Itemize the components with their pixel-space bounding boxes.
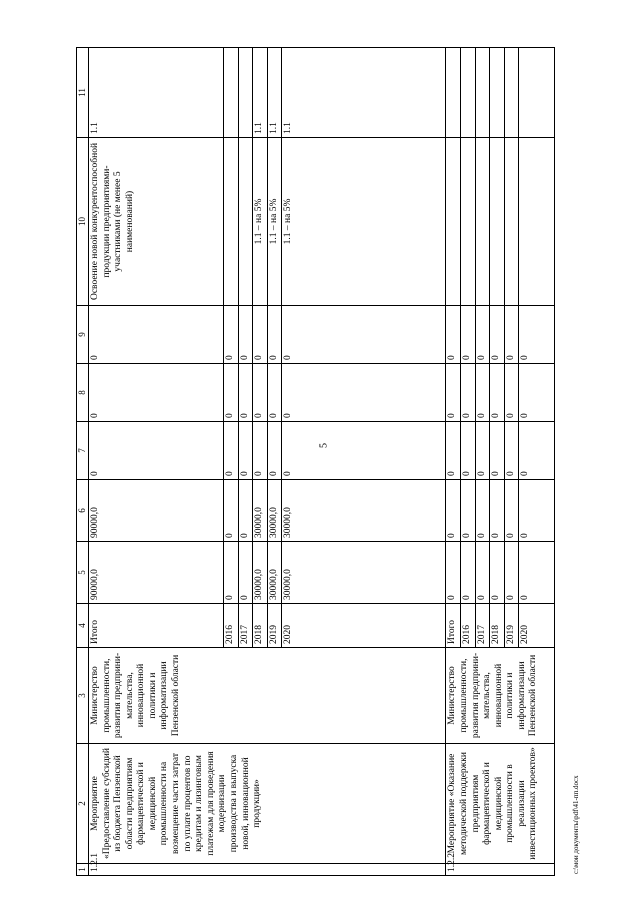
value-cell: 30000,0 [282,480,296,542]
empty-cell [296,422,446,480]
value-cell: 0 [282,306,296,364]
executor: Министерство промышленности, развития предприни-мательства, инновационной политики и информатизации Пензенской области [446,648,555,744]
value-cell: 0 [446,422,461,480]
value-cell: 0 [238,364,253,422]
year-cell: 2019 [267,604,282,648]
indicator-cell: 1.1 [253,48,268,138]
result-cell [519,138,533,306]
value-cell: 0 [446,364,461,422]
value-cell: 0 [267,306,282,364]
header-row [77,48,89,876]
col-header: 10 [77,138,89,306]
value-cell: 0 [89,306,224,364]
year-cell: 2018 [490,604,505,648]
result-cell: 1.1 – на 5% [282,138,296,306]
value-cell: 0 [446,306,461,364]
empty-cell [533,542,555,604]
value-cell: 0 [475,542,490,604]
indicator-cell: 1.1 [89,48,224,138]
value-cell: 0 [282,422,296,480]
value-cell: 0 [282,364,296,422]
year-cell: 2020 [519,604,533,648]
result-cell [224,138,239,306]
rotated-table-wrapper [76,48,602,876]
executor: Министерство промышленности, развития предприни-мательства, инновационной политики и информатизации Пензенской области [89,648,446,744]
value-cell: 0 [490,306,505,364]
indicator-cell [519,48,533,138]
value-cell: 0 [475,364,490,422]
value-cell: 0 [446,480,461,542]
value-cell: 0 [504,364,519,422]
value-cell: 0 [519,306,533,364]
year-cell: 2016 [224,604,239,648]
value-cell: 0 [460,422,475,480]
result-cell: 1.1 – на 5% [253,138,268,306]
value-cell: 0 [253,422,268,480]
value-cell: 0 [460,364,475,422]
value-cell: 0 [253,306,268,364]
empty-cell [296,306,446,364]
value-cell: 0 [238,306,253,364]
program-table [76,47,555,876]
col-header: 7 [77,422,89,480]
col-header: 6 [77,480,89,542]
value-cell: 30000,0 [282,542,296,604]
table-row [89,48,224,876]
value-cell: 0 [490,480,505,542]
value-cell: 0 [490,422,505,480]
year-cell: 2017 [238,604,253,648]
value-cell: 0 [519,422,533,480]
table-row [446,48,461,876]
col-header: 11 [77,48,89,138]
year-cell: 2019 [504,604,519,648]
value-cell: 0 [224,542,239,604]
empty-cell [533,422,555,480]
row-id: 1.2.2 [446,864,555,876]
col-header: 3 [77,648,89,744]
indicator-cell: 1.1 [267,48,282,138]
col-header: 4 [77,604,89,648]
col-header: 8 [77,364,89,422]
empty-cell [533,480,555,542]
indicator-cell [504,48,519,138]
empty-cell [296,542,446,604]
value-cell: 0 [238,480,253,542]
indicator-cell [446,48,461,138]
event-name: Мероприятие «Оказание методической поддержки предприятиям фармацевтической и медицинской промышленности в реализации инвестиционных проектов» [446,744,555,864]
value-cell: 0 [519,364,533,422]
value-cell: 0 [504,422,519,480]
year-cell: Итого [446,604,461,648]
value-cell: 30000,0 [267,542,282,604]
empty-cell [533,138,555,306]
col-header: 5 [77,542,89,604]
indicator-cell [490,48,505,138]
empty-cell [296,604,446,648]
value-cell: 0 [267,364,282,422]
result-cell: Освоение новой конкурентоспособной продукции предприятиями-участниками (не менее 5 наименований) [89,138,224,306]
event-name: Мероприятие «Предоставление субсидий из бюджета Пензенской области предприятиям фармацевтической и медицинской промышленности на возмещение части затрат по уплате процентов по кредитам и лизинговым платежам для проведения модернизации производства и выпуска новой, инновационной продукции» [89,744,446,864]
col-header: 2 [77,744,89,864]
value-cell: 0 [490,542,505,604]
value-cell: 0 [89,364,224,422]
value-cell: 0 [519,542,533,604]
value-cell: 0 [519,480,533,542]
year-cell: 2020 [282,604,296,648]
empty-cell [296,480,446,542]
value-cell: 0 [224,364,239,422]
empty-cell [296,48,446,138]
result-cell [490,138,505,306]
col-header: 9 [77,306,89,364]
empty-cell [533,306,555,364]
empty-cell [296,138,446,306]
row-id: 1.2.1 [89,864,446,876]
result-cell: 1.1 – на 5% [267,138,282,306]
value-cell: 0 [224,480,239,542]
indicator-cell [475,48,490,138]
value-cell: 0 [446,542,461,604]
value-cell: 30000,0 [267,480,282,542]
indicator-cell [460,48,475,138]
value-cell: 0 [475,306,490,364]
value-cell: 0 [490,364,505,422]
value-cell: 0 [238,542,253,604]
value-cell: 30000,0 [253,480,268,542]
result-cell [446,138,461,306]
footer-file-path: c:\мои документы\pdf\41-пп.docx [572,775,580,874]
indicator-cell: 1.1 [282,48,296,138]
value-cell: 0 [224,422,239,480]
value-cell: 0 [238,422,253,480]
year-cell: 2017 [475,604,490,648]
value-cell: 0 [460,480,475,542]
empty-cell [296,364,446,422]
year-cell: 2016 [460,604,475,648]
result-cell [475,138,490,306]
value-cell: 0 [89,422,224,480]
value-cell: 30000,0 [253,542,268,604]
value-cell: 0 [460,306,475,364]
value-cell: 0 [504,542,519,604]
page-number: 5 [318,443,330,448]
result-cell [460,138,475,306]
value-cell: 0 [475,422,490,480]
indicator-cell [224,48,239,138]
value-cell: 0 [253,364,268,422]
empty-cell [533,604,555,648]
value-cell: 90000,0 [89,542,224,604]
value-cell: 90000,0 [89,480,224,542]
empty-cell [533,48,555,138]
year-cell: Итого [89,604,224,648]
indicator-cell [238,48,253,138]
year-cell: 2018 [253,604,268,648]
empty-cell [533,364,555,422]
col-header: 1 [77,864,89,876]
value-cell: 0 [475,480,490,542]
value-cell: 0 [224,306,239,364]
result-cell [238,138,253,306]
result-cell [504,138,519,306]
value-cell: 0 [460,542,475,604]
value-cell: 0 [504,306,519,364]
value-cell: 0 [267,422,282,480]
value-cell: 0 [504,480,519,542]
